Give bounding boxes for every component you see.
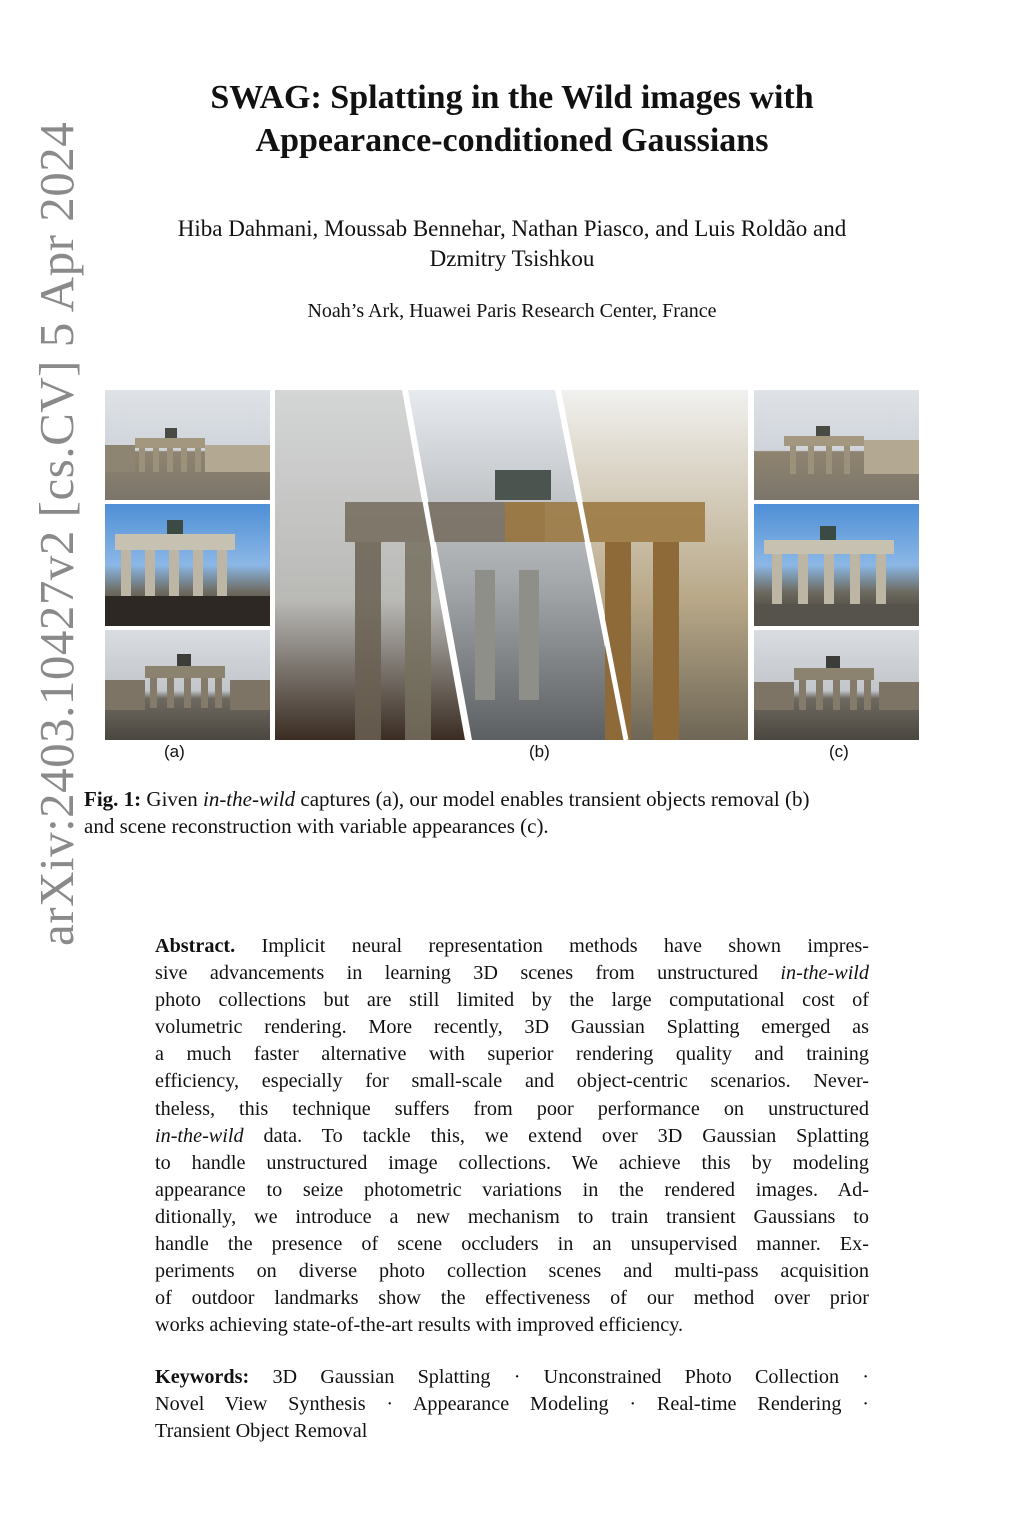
rendered-panel-b — [275, 390, 748, 740]
figure-label: Fig. 1: — [84, 787, 142, 811]
abstract-line: ditionally, we introduce a new mechanism to train transient Gaussians to — [155, 1205, 869, 1228]
title-line-2: Appearance-conditioned Gaussians — [255, 122, 769, 159]
affiliation: Noah’s Ark, Huawei Paris Research Center, France — [307, 300, 717, 322]
keywords — [155, 1364, 869, 1445]
gate-illustration — [105, 630, 270, 740]
caption-pre: Given — [146, 787, 198, 811]
figure-caption — [84, 786, 944, 840]
abstract-line: periments on diverse photo collection scenes and multi-pass acquisition — [155, 1260, 869, 1283]
input-photo-1 — [105, 390, 270, 500]
abstract-emphasis: in-the-wild — [780, 962, 870, 985]
abstract — [155, 933, 869, 1339]
input-photo-2 — [105, 504, 270, 626]
abstract-line: theless, this technique suffers from poor performance on unstructured — [155, 1097, 869, 1120]
appearance-render-1 — [754, 390, 919, 500]
authors-line-2: Dzmitry Tsishkou — [429, 246, 595, 271]
abstract-line: data. To tackle this, we extend over 3D Gaussian Splatting — [263, 1124, 870, 1147]
abstract-line: volumetric rendering. More recently, 3D Gaussian Splatting emerged as — [155, 1016, 869, 1039]
abstract-label: Abstract. — [155, 935, 236, 957]
abstract-line: of outdoor landmarks show the effectiveness of our method over prior — [155, 1287, 869, 1310]
rendered-gate-illustration — [275, 390, 748, 740]
abstract-line: sive advancements in learning 3D scenes from unstructured — [155, 962, 759, 985]
abstract-line: to handle unstructured image collections. We achieve this by modeling — [155, 1151, 869, 1174]
keywords-line: Transient Object Removal — [155, 1420, 368, 1443]
abstract-line: photo collections but are still limited by the large computational cost of — [155, 989, 869, 1012]
abstract-line: handle the presence of scene occluders in an unsupervised manner. Ex- — [155, 1233, 869, 1256]
abstract-line: a much faster alternative with superior rendering quality and training — [155, 1043, 869, 1066]
input-photo-3 — [105, 630, 270, 740]
keywords-line: Novel View Synthesis · Appearance Modeling · Real-time Rendering · — [155, 1393, 869, 1416]
author-list — [80, 214, 944, 274]
panel-label-a: (a) — [164, 742, 185, 761]
paper-title — [100, 76, 924, 162]
appearance-render-2 — [754, 504, 919, 626]
caption-emphasis: in-the-wild — [202, 787, 296, 811]
arxiv-stamp: arXiv:2403.10427v2 [cs.CV] 5 Apr 2024 — [29, 121, 84, 946]
panel-label-c: (c) — [829, 742, 849, 761]
abstract-line: appearance to seize photometric variations in the rendered images. Ad- — [155, 1178, 869, 1201]
abstract-line: Implicit neural representation methods have shown impres- — [261, 935, 869, 957]
keywords-label: Keywords: — [155, 1366, 250, 1388]
abstract-line: works achieving state-of-the-art results with improved efficiency. — [155, 1314, 684, 1337]
abstract-emphasis: in-the-wild — [155, 1124, 244, 1147]
caption-line1-rest: captures (a), our model enables transient objects removal (b) — [300, 787, 810, 811]
title-line-1: SWAG: Splatting in the Wild images with — [210, 79, 814, 116]
gate-illustration — [754, 390, 919, 500]
appearance-render-3 — [754, 630, 919, 740]
figure-1 — [105, 390, 919, 740]
keywords-line: 3D Gaussian Splatting · Unconstrained Photo Collection · — [272, 1366, 869, 1388]
abstract-line: efficiency, especially for small-scale and object-centric scenarios. Never- — [155, 1070, 869, 1093]
caption-line2: and scene reconstruction with variable appearances (c). — [84, 814, 549, 838]
gate-illustration — [105, 390, 270, 500]
panel-label-b: (b) — [529, 742, 550, 761]
gate-illustration — [754, 504, 919, 626]
authors-line-1: Hiba Dahmani, Moussab Bennehar, Nathan Piasco, and Luis Roldão and — [177, 216, 847, 241]
gate-illustration — [105, 504, 270, 626]
gate-illustration — [754, 630, 919, 740]
